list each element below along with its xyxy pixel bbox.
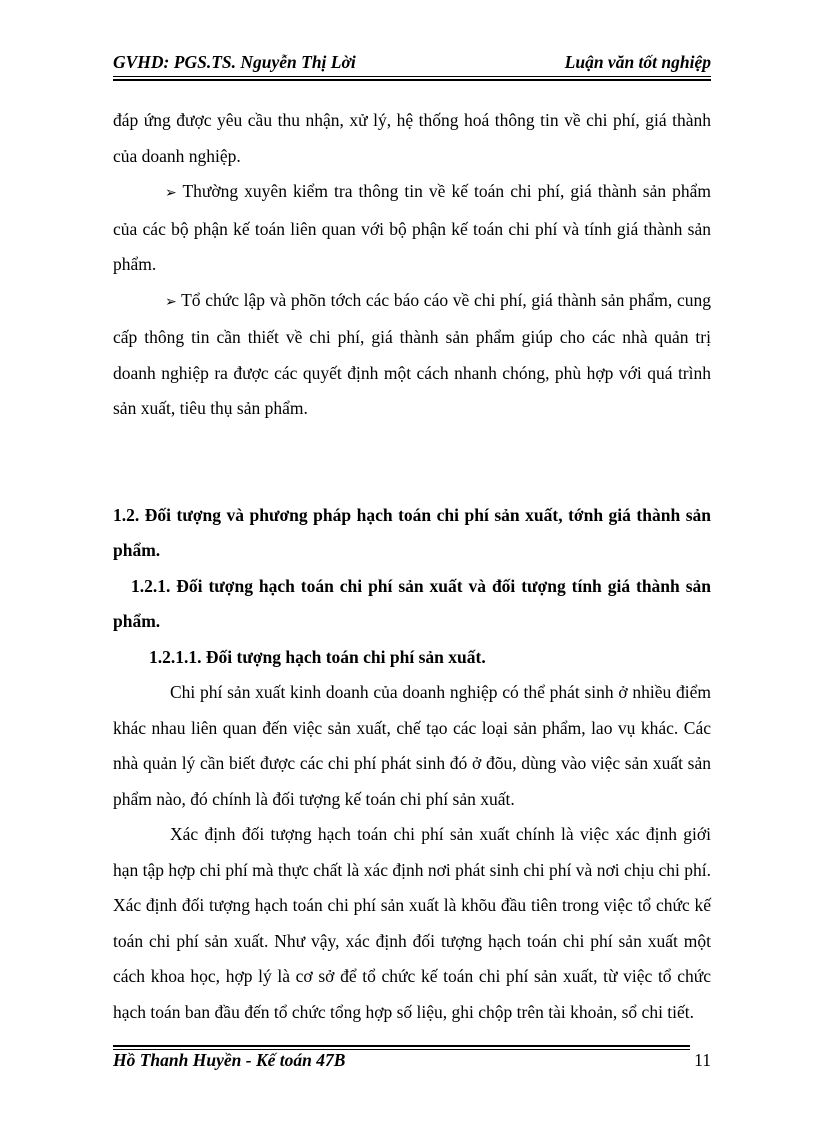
paragraph: đáp ứng được yêu cầu thu nhận, xử lý, hệ thống hoá thông tin về chi phí, giá thành của doanh nghiệp. xyxy=(113,110,711,166)
footer-rule-thick xyxy=(113,1045,690,1047)
subsubsection-heading: 1.2.1.1. Đối tượng hạch toán chi phí sản xuất. xyxy=(149,646,486,667)
page-footer xyxy=(113,1050,711,1076)
page-number: 11 xyxy=(694,1050,711,1070)
header-rule-thick xyxy=(113,79,711,81)
bullet-item xyxy=(113,283,711,427)
page-header xyxy=(113,52,711,76)
subsection-heading: 1.2.1. Đối tượng hạch toán chi phí sản xuất và đối tượng tính giá thành sản phẩm. xyxy=(113,575,711,631)
bullet-text: Tổ chức lập và phõn tớch các báo cáo về chi phí, giá thành sản phẩm, cung cấp thông tin cần thiết về chi phí, giá thành sản phẩm giúp cho các nhà quản trị doanh nghiệp ra được các quyết định một cách nhanh chóng, phù hợp với quá trình sản xuất, tiêu thụ sản phẩm. xyxy=(113,289,711,418)
header-doc-type: Luận văn tốt nghiệp xyxy=(564,52,711,72)
header-rule-thin xyxy=(113,76,711,77)
arrow-bullet-icon: ➢ xyxy=(165,293,177,310)
body-text xyxy=(113,103,711,1030)
footer-author: Hồ Thanh Huyền - Kế toán 47B xyxy=(113,1050,346,1070)
bullet-item xyxy=(113,174,711,283)
bullet-text: Thường xuyên kiểm tra thông tin về kế toán chi phí, giá thành sản phẩm của các bộ phận kế toán liên quan với bộ phận kế toán chi phí và tính giá thành sản phẩm. xyxy=(113,181,711,274)
paragraph: Xác định đối tượng hạch toán chi phí sản xuất chính là việc xác định giới hạn tập hợp chi phí mà thực chất là xác định nơi phát sinh chi phí và nơi chịu chi phí. Xác định đối tượng hạch toán chi phí sản xuất là khõu đầu tiên trong việc tổ chức kế toán chi phí sản xuất. Như vậy, xác định đối tượng hạch toán chi phí sản xuất một cách khoa học, hợp lý là cơ sở để tổ chức kế toán chi phí sản xuất, từ việc tổ chức hạch toán ban đầu đến tổ chức tổng hợp số liệu, ghi chộp trên tài khoản, sổ chi tiết. xyxy=(113,824,711,1022)
arrow-bullet-icon: ➢ xyxy=(165,185,177,201)
section-gap xyxy=(113,427,711,498)
header-supervisor: GVHD: PGS.TS. Nguyễn Thị Lời xyxy=(113,52,356,72)
section-heading: 1.2. Đối tượng và phương pháp hạch toán chi phí sản xuất, tớnh giá thành sản phẩm. xyxy=(113,504,711,560)
paragraph: Chi phí sản xuất kinh doanh của doanh nghiệp có thể phát sinh ở nhiều điểm khác nhau liên quan đến việc sản xuất, chế tạo các loại sản phẩm, lao vụ khác. Các nhà quản lý cần biết được các chi phí phát sinh đó ở đõu, dùng vào việc sản xuất sản phẩm nào, đó chính là đối tượng kế toán chi phí sản xuất. xyxy=(113,682,711,809)
